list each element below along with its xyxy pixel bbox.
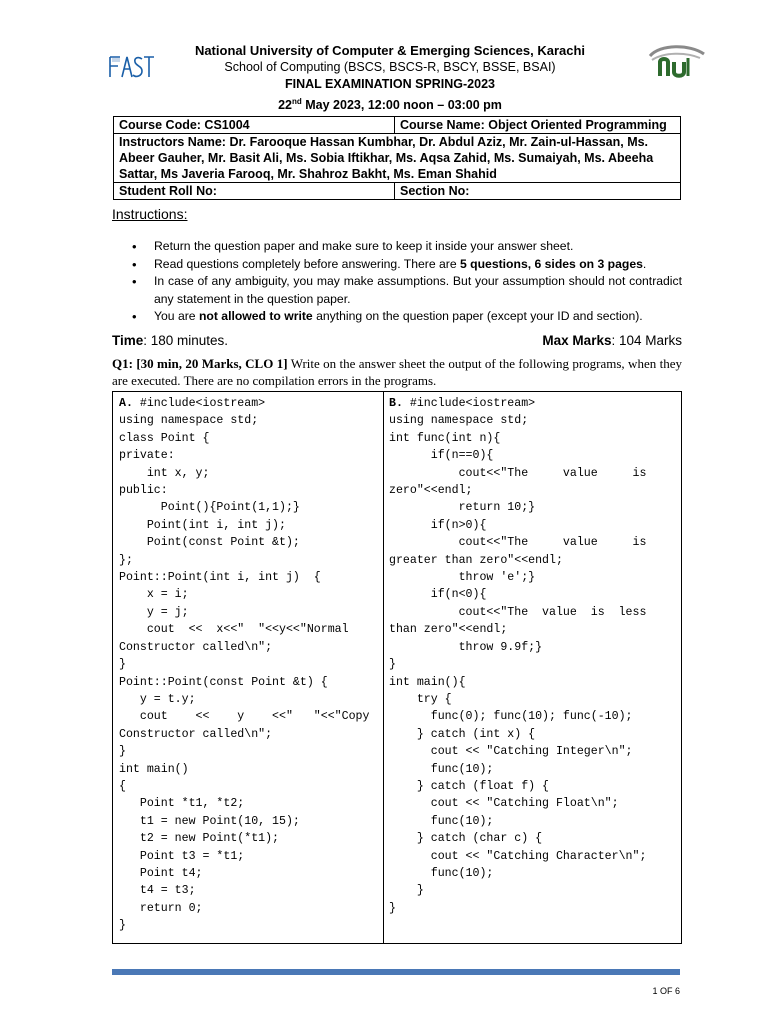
footer-bar	[112, 969, 680, 975]
instructions-list	[112, 238, 682, 326]
question-1-text: Write on the answer sheet the output of the following programs, when they are executed. There are no compilation errors in the programs.	[112, 356, 682, 388]
max-marks-info: Max Marks: 104 Marks	[542, 333, 682, 348]
code-column-divider	[383, 392, 384, 943]
question-1-heading: Q1: [30 min, 20 Marks, CLO 1]	[112, 356, 288, 371]
section-no-field[interactable]: Section No:	[395, 183, 681, 200]
fast-logo	[108, 54, 155, 80]
course-name: Course Name: Object Oriented Programming	[395, 117, 681, 134]
university-name: National University of Computer & Emerging Sciences, Karachi	[194, 43, 586, 58]
program-a-code: A. #include<iostream> using namespace std; class Point { private: int x, y; public: Point(){Point(1,1);} Point(int i, int j); Point(const Point &t); }; Point::Point(int i, int j) { x = i; y = j; cout << x<<" "<<y<<"Normal Constructor called\n"; } Point::Point(const Point &t) { y = t.y; cout << y <<" "<<"Copy Constructor called\n"; } int main() { Point *t1, *t2; t1 = new Point(10, 15); t2 = new Point(*t1); Point t3 = *t1; Point t4; t4 = t3; return 0; }	[119, 397, 370, 933]
code-table	[112, 391, 682, 944]
nu-logo	[646, 42, 708, 80]
instructions-heading: Instructions:	[112, 206, 188, 222]
course-code: Course Code: CS1004	[114, 117, 395, 134]
roll-no-field[interactable]: Student Roll No:	[114, 183, 395, 200]
program-b-code: B. #include<iostream> using namespace std; int func(int n){ if(n==0){ cout<<"The value is zero"<<endl; return 10;} if(n>0){ cout<<"The value is greater than zero"<<endl; throw 'e';} if(n<0){ cout<<"The value is less than zero"<<endl; throw 9.9f;} } int main(){ try { func(0); func(10); func(-10); } catch (int x) { cout << "Catching Integer\n"; func(10); } catch (float f) { cout << "Catching Float\n"; func(10); } catch (char c) { cout << "Catching Character\n"; func(10); } }	[389, 397, 647, 915]
instruction-item: • In case of any ambiguity, you may make assumptions. But your assumption should not contradict any statement in the question paper.	[112, 273, 682, 308]
course-info-table	[113, 116, 681, 200]
question-1	[112, 355, 682, 389]
exam-title: FINAL EXAMINATION SPRING-2023	[285, 77, 495, 91]
instruction-item: • Read questions completely before answering. There are 5 questions, 6 sides on 3 pages.	[112, 256, 682, 274]
instructors-names: Instructors Name: Dr. Farooque Hassan Kumbhar, Dr. Abdul Aziz, Mr. Zain-ul-Hassan, Ms. Abeer Gauher, Mr. Basit Ali, Ms. Sobia Iftikhar, Ms. Aqsa Zahid, Ms. Sumaiyah, Ms. Abeeha Sattar, Ms Javeria Farooq, Mr. Shahroz Bakht, Ms. Eman Shahid	[114, 134, 681, 183]
instruction-item: • You are not allowed to write anything on the question paper (except your ID and section).	[112, 308, 682, 326]
time-marks-row	[112, 333, 682, 348]
instruction-item: • Return the question paper and make sure to keep it inside your answer sheet.	[112, 238, 682, 256]
page-number: 1 OF 6	[652, 986, 680, 996]
exam-header	[150, 42, 630, 114]
school-name: School of Computing (BSCS, BSCS-R, BSCY, BSSE, BSAI)	[224, 60, 556, 74]
time-info: Time: 180 minutes.	[112, 333, 229, 348]
exam-date: 22nd May 2023, 12:00 noon – 03:00 pm	[278, 97, 502, 113]
